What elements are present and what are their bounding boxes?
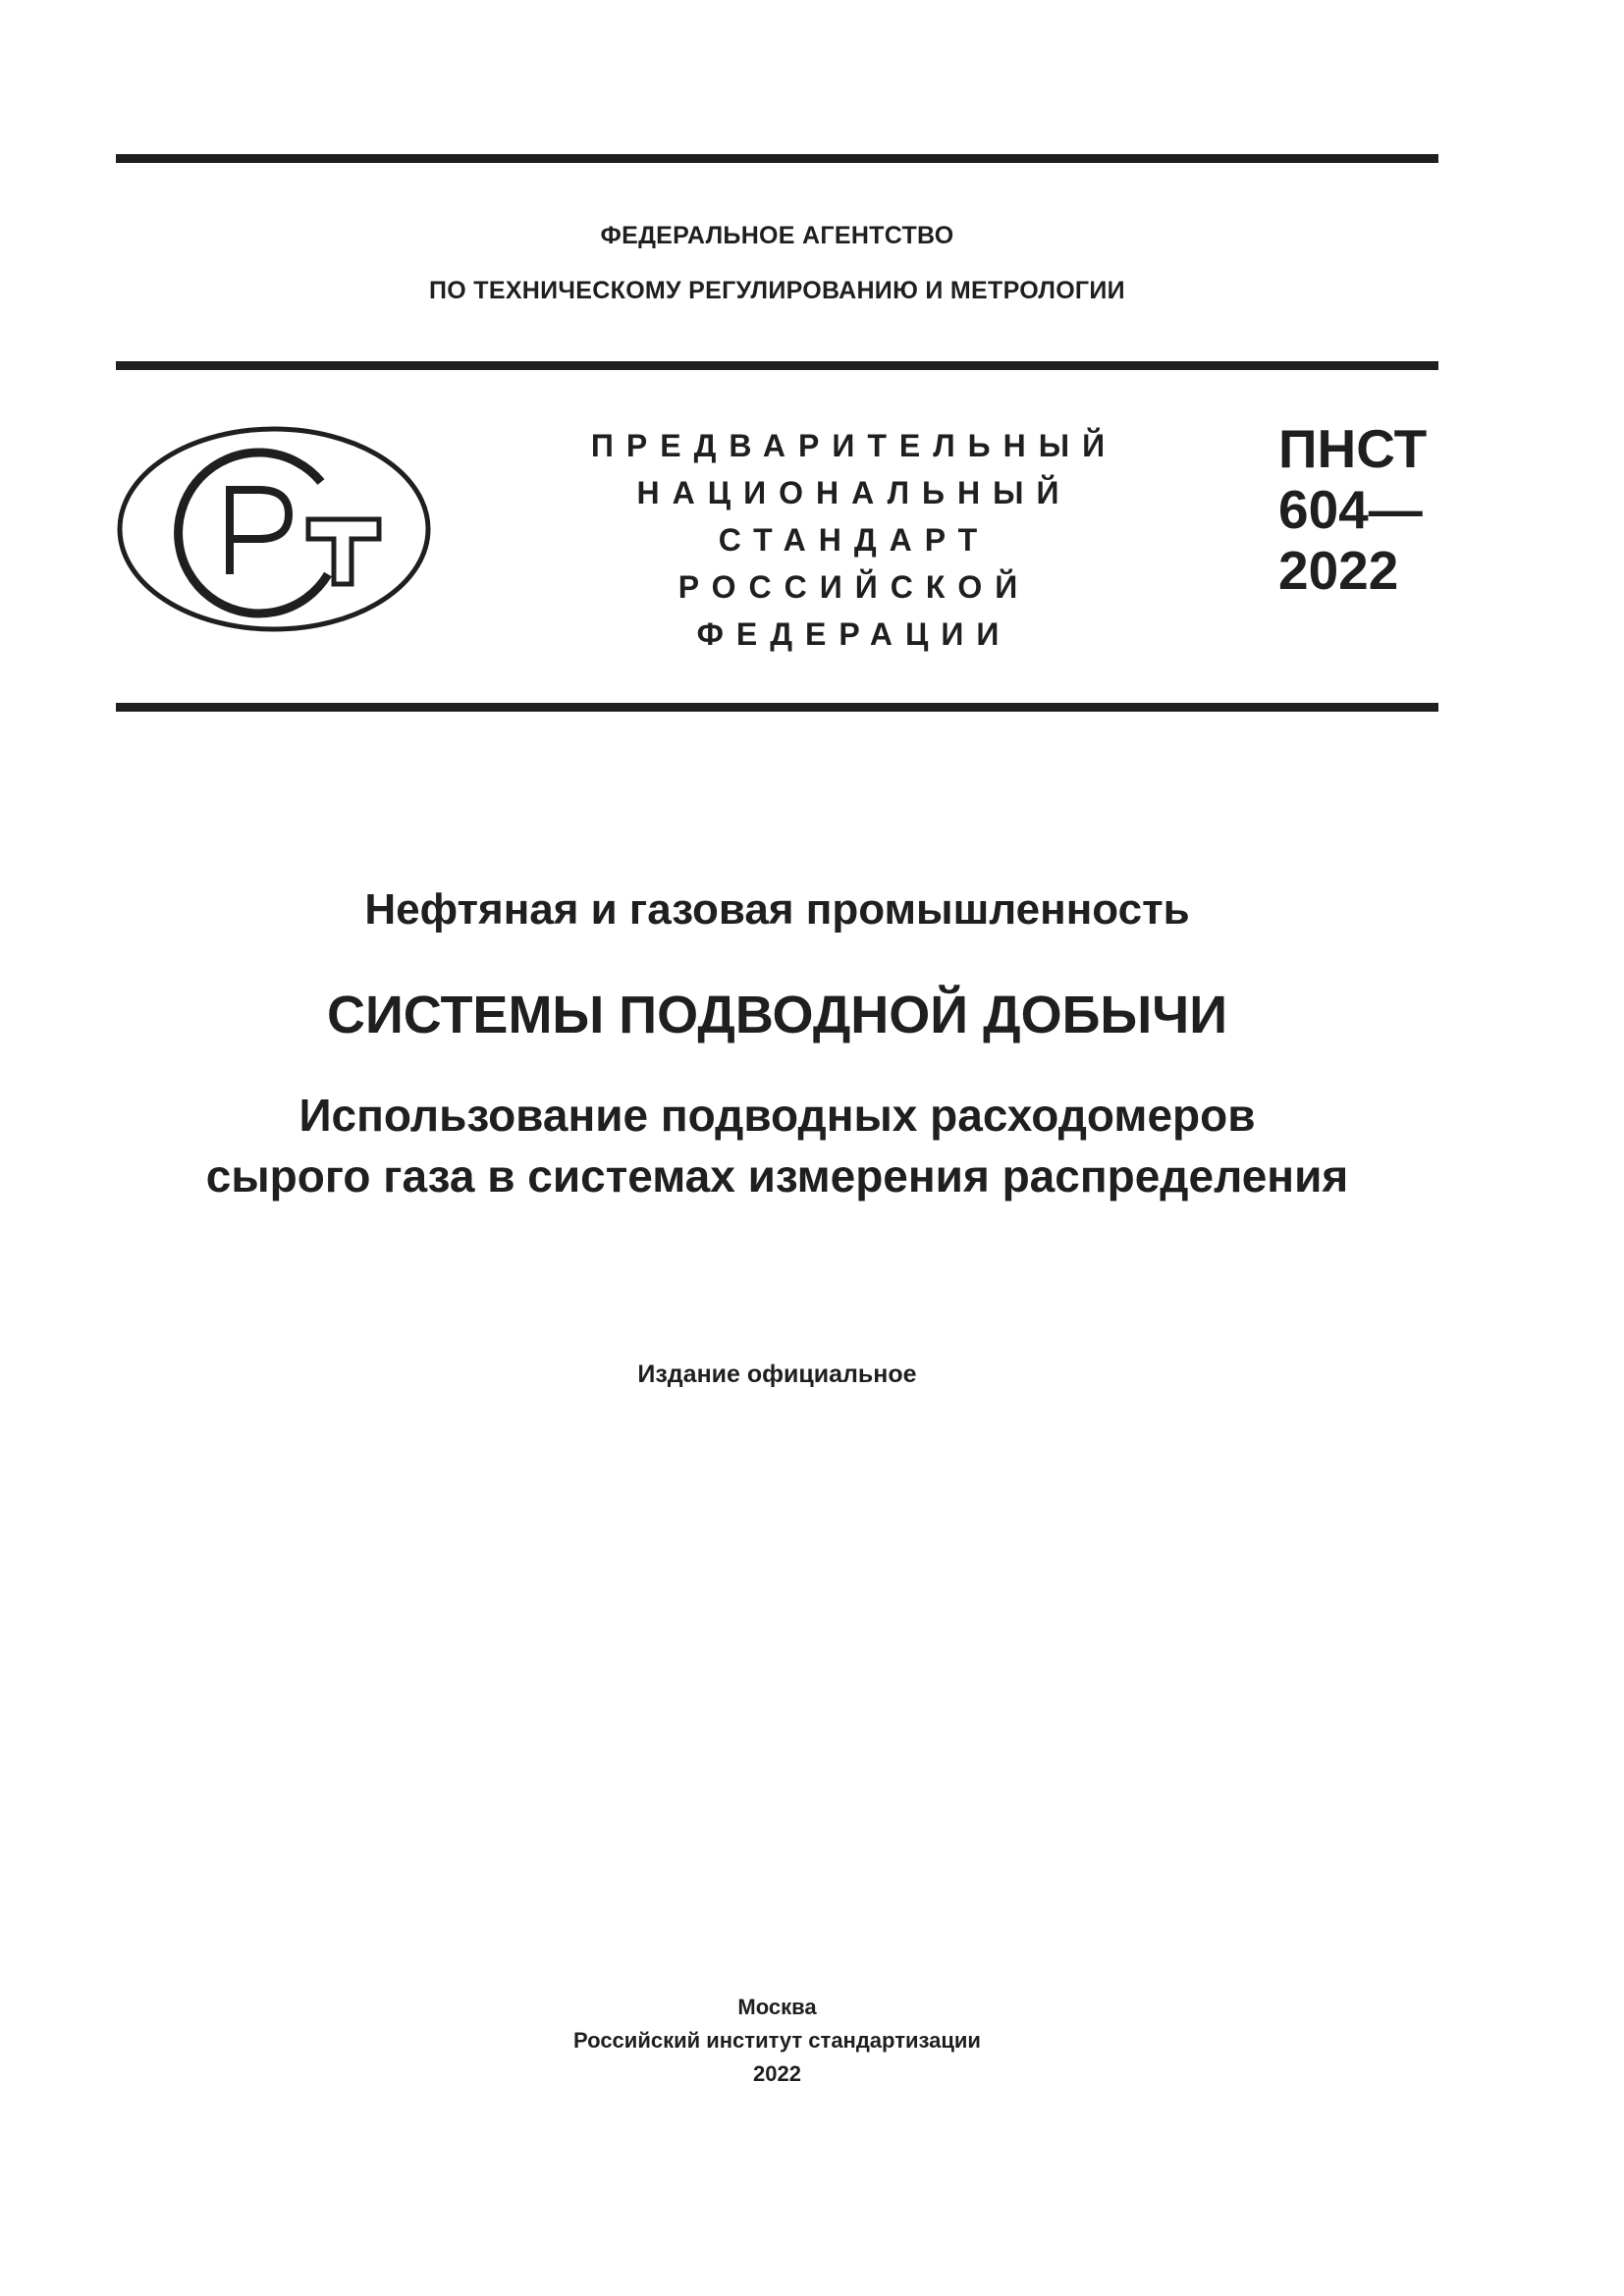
standard-type-line: ПРЕДВАРИТЕЛЬНЫЙ: [590, 428, 1118, 463]
publisher-block: [116, 1991, 1438, 2091]
gost-r-logo-icon: [116, 425, 432, 633]
edition-label: Издание официальное: [637, 1361, 917, 1388]
publisher-city: Москва: [737, 1995, 817, 2019]
standard-type-line: ФЕДЕРАЦИИ: [696, 616, 1012, 652]
block-rule: [116, 703, 1438, 712]
top-rule: [116, 154, 1438, 163]
standard-code-number: 604—: [1278, 479, 1423, 540]
standard-type: [550, 422, 1159, 658]
standard-type-line: НАЦИОНАЛЬНЫЙ: [636, 475, 1072, 510]
industry-title: Нефтяная и газовая промышленность: [364, 885, 1190, 934]
standard-code-year: 2022: [1278, 540, 1399, 601]
main-title: СИСТЕМЫ ПОДВОДНОЙ ДОБЫЧИ: [326, 986, 1228, 1044]
subtitle-line-2: сырого газа в системах измерения распределения: [205, 1150, 1349, 1201]
standard-code: [1278, 418, 1427, 601]
publisher-institute: Российский институт стандартизации: [573, 2028, 981, 2053]
standard-type-line: РОССИЙСКОЙ: [677, 569, 1031, 605]
standard-code-prefix: ПНСТ: [1278, 418, 1428, 479]
subtitle: [116, 1085, 1438, 1206]
agency-line-1: ФЕДЕРАЛЬНОЕ АГЕНТСТВО: [600, 222, 954, 249]
agency-line-2: ПО ТЕХНИЧЕСКОМУ РЕГУЛИРОВАНИЮ И МЕТРОЛОГИИ: [429, 277, 1125, 304]
header-rule: [116, 361, 1438, 370]
publisher-year: 2022: [753, 2061, 801, 2086]
subtitle-line-1: Использование подводных расходомеров: [298, 1090, 1256, 1141]
standard-type-line: СТАНДАРТ: [718, 522, 991, 558]
